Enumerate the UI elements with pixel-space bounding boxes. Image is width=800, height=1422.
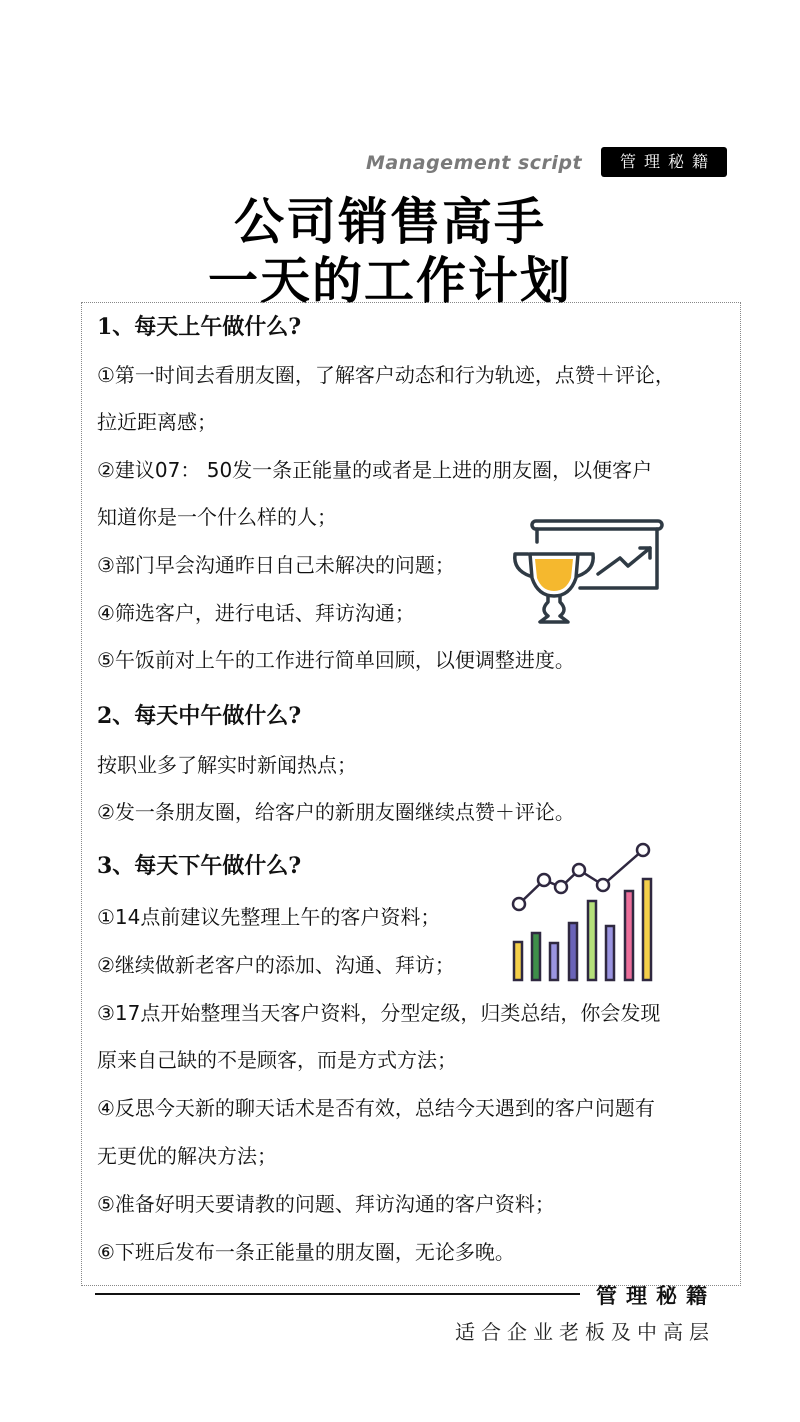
list-item: ⑥下班后发布一条正能量的朋友圈，无论多晚。 bbox=[97, 1240, 515, 1264]
page-title-line2: 一天的工作计划 bbox=[208, 252, 572, 310]
section-heading-noon: 2、每天中午做什么? bbox=[97, 703, 302, 729]
list-item: ①第一时间去看朋友圈，了解客户动态和行为轨迹，点赞＋评论， bbox=[97, 363, 675, 387]
list-item: 按职业多了解实时新闻热点； bbox=[97, 753, 357, 777]
list-item: ②建议07： 50发一条正能量的或者是上进的朋友圈，以便客户 bbox=[97, 458, 653, 482]
list-item: 知道你是一个什么样的人； bbox=[97, 505, 337, 529]
header-badge: 管理秘籍 bbox=[601, 147, 727, 177]
list-item: ⑤准备好明天要请教的问题、拜访沟通的客户资料； bbox=[97, 1192, 555, 1216]
list-item: ②发一条朋友圈，给客户的新朋友圈继续点赞＋评论。 bbox=[97, 800, 575, 824]
section-heading-morning: 1、每天上午做什么? bbox=[97, 314, 302, 340]
content-box bbox=[81, 302, 741, 1286]
footer-subtitle: 适合企业老板及中高层 bbox=[455, 1320, 715, 1344]
list-item: 无更优的解决方法； bbox=[97, 1144, 277, 1168]
list-item: ④反思今天新的聊天话术是否有效，总结今天遇到的客户问题有 bbox=[97, 1096, 655, 1120]
page-title-line1: 公司销售高手 bbox=[234, 193, 546, 251]
list-item: ⑤午饭前对上午的工作进行简单回顾，以便调整进度。 bbox=[97, 648, 575, 672]
list-item: ③部门早会沟通昨日自己未解决的问题； bbox=[97, 553, 455, 577]
growth-chart-icon bbox=[505, 840, 665, 985]
list-item: ③17点开始整理当天客户资料，分型定级，归类总结，你会发现 bbox=[97, 1001, 661, 1025]
management-script-label: Management script bbox=[366, 152, 583, 174]
list-item: ②继续做新老客户的添加、沟通、拜访； bbox=[97, 953, 455, 977]
trophy-presentation-icon bbox=[510, 518, 670, 628]
list-item: ①14点前建议先整理上午的客户资料； bbox=[97, 905, 441, 929]
list-item: 原来自己缺的不是顾客，而是方式方法； bbox=[97, 1048, 457, 1072]
list-item: ④筛选客户，进行电话、拜访沟通； bbox=[97, 601, 415, 625]
section-heading-afternoon: 3、每天下午做什么? bbox=[97, 853, 302, 879]
footer-brand: 管理秘籍 bbox=[596, 1283, 716, 1308]
footer-divider bbox=[95, 1293, 580, 1295]
list-item: 拉近距离感； bbox=[97, 410, 217, 434]
